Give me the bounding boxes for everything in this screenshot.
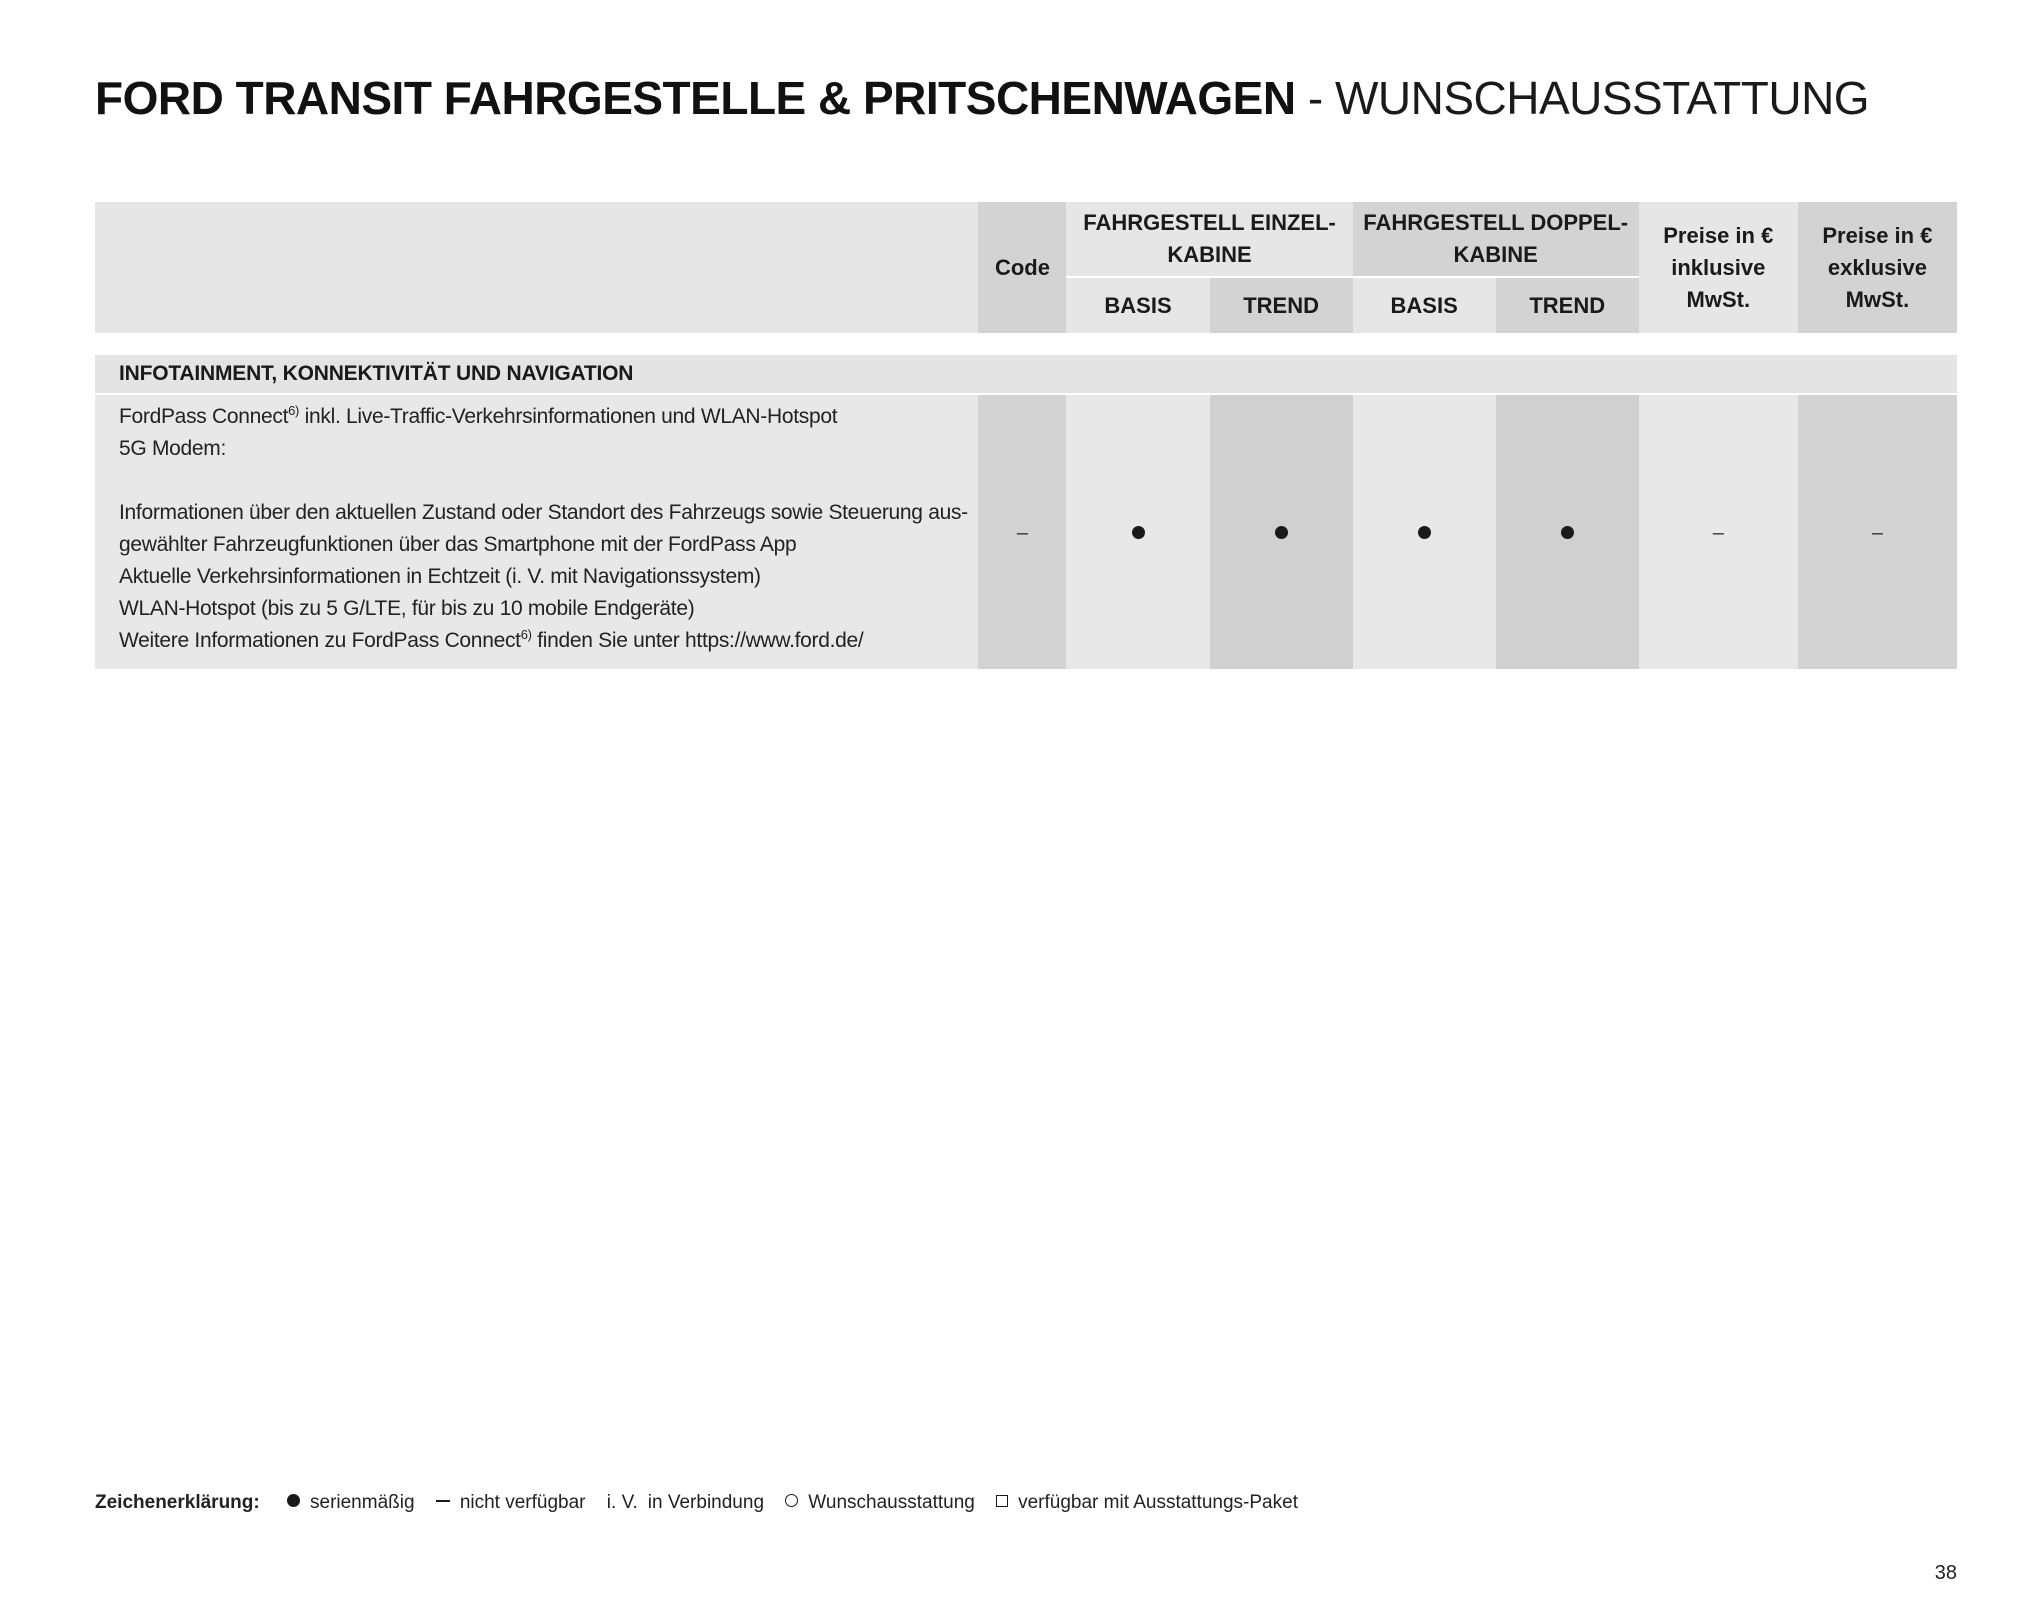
legend-item-not-available [436, 1492, 586, 1513]
doppel-basis-cell [1353, 395, 1496, 669]
legend-item-in-connection [607, 1492, 764, 1513]
einzel-basis-cell [1066, 395, 1209, 669]
legend-abbr: i. V. [606, 1492, 638, 1513]
desc-text: finden Sie unter https://www.ford.de/ [531, 629, 864, 652]
legend-item-standard [287, 1492, 415, 1513]
circle-outline-icon [785, 1494, 798, 1507]
standard-dot-icon [1561, 526, 1574, 539]
desc-line: WLAN-Hotspot (bis zu 5 G/LTE, für bis zu 10 mobile Endgeräte) [119, 597, 695, 620]
desc-line: Aktuelle Verkehrsinformationen in Echtzeit (i. V. mit Navigationssystem) [119, 565, 761, 588]
header-price-inclusive: Preise in € inklusive MwSt. [1639, 202, 1798, 333]
desc-line: Informationen über den aktuellen Zustand oder Standort des Fahrzeugs sowie Steuerung aus- [119, 501, 968, 524]
not-available-dash: – [1016, 522, 1029, 544]
footnote-marker: 6) [520, 627, 532, 642]
header-price-exclusive: Preise in € exklusive MwSt. [1798, 202, 1957, 333]
legend-label: Zeichenerklärung: [95, 1492, 260, 1513]
dash-icon [436, 1500, 450, 1502]
legend-text: Wunschausstattung [808, 1492, 975, 1513]
price-exclusive-cell [1798, 395, 1957, 669]
section-heading: INFOTAINMENT, KONNEKTIVITÄT UND NAVIGATION [95, 355, 1957, 395]
desc-text: inkl. Live-Traffic-Verkehrsinformationen und WLAN-Hotspot [299, 405, 838, 428]
header-code: Code [978, 202, 1066, 333]
filled-dot-icon [287, 1494, 300, 1507]
standard-dot-icon [1132, 526, 1145, 539]
header-doppel-basis: BASIS [1353, 278, 1496, 333]
standard-dot-icon [1418, 526, 1431, 539]
legend-text: serienmäßig [310, 1492, 415, 1513]
page-title-sub: - WUNSCHAUSSTATTUNG [1295, 72, 1870, 124]
page-title [95, 68, 1869, 128]
desc-text: Weitere Informationen zu FordPass Connect [119, 629, 521, 652]
header-einzel-basis: BASIS [1066, 278, 1209, 333]
table-row [95, 395, 1957, 669]
square-outline-icon [996, 1495, 1008, 1507]
feature-description [95, 395, 978, 669]
einzel-trend-cell [1210, 395, 1353, 669]
header-description-cell [95, 202, 978, 333]
page-title-main: FORD TRANSIT FAHRGESTELLE & PRITSCHENWAGEN [95, 72, 1296, 124]
header-doppel-trend: TREND [1496, 278, 1639, 333]
desc-line: gewählter Fahrzeugfunktionen über das Smartphone mit der FordPass App [119, 533, 797, 556]
doppel-trend-cell [1496, 395, 1639, 669]
legend-text: verfügbar mit Ausstattungs-Paket [1018, 1492, 1298, 1513]
not-available-dash: – [1712, 522, 1724, 544]
desc-text: FordPass Connect [119, 405, 289, 428]
desc-gap [119, 465, 958, 497]
equipment-table [95, 202, 1957, 669]
desc-line [119, 625, 958, 657]
legend [95, 1490, 1314, 1516]
desc-line: 5G Modem: [119, 437, 227, 460]
header-einzel-trend: TREND [1210, 278, 1353, 333]
table-spacer [95, 333, 1957, 355]
header-group-einzelkabine: FAHRGESTELL EINZEL-KABINE [1066, 202, 1352, 278]
not-available-dash: – [1871, 522, 1883, 544]
footnote-marker: 6) [288, 403, 300, 418]
legend-text: in Verbindung [647, 1492, 765, 1513]
code-cell [978, 395, 1066, 669]
price-inclusive-cell [1639, 395, 1798, 669]
legend-item-optional [785, 1492, 975, 1513]
legend-item-package [996, 1492, 1298, 1513]
legend-text: nicht verfügbar [459, 1492, 586, 1513]
standard-dot-icon [1275, 526, 1288, 539]
header-group-doppelkabine: FAHRGESTELL DOPPEL-KABINE [1353, 202, 1639, 278]
desc-line [119, 401, 958, 433]
page-number: 38 [1934, 1562, 1957, 1584]
